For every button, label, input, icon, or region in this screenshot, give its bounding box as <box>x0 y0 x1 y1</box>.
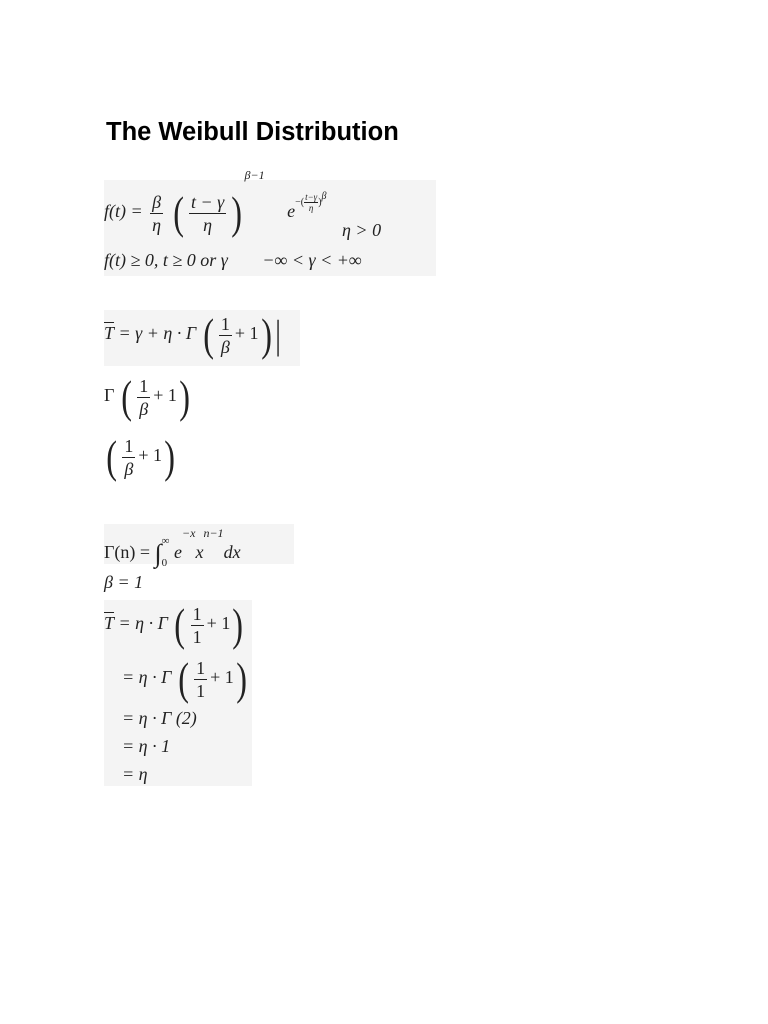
numerator: β <box>152 191 162 212</box>
denominator: η <box>308 203 314 214</box>
denominator: 1 <box>196 680 206 701</box>
one-over-beta <box>219 313 232 358</box>
exp-n-minus-1: n−1 <box>203 526 224 540</box>
plus-one: + 1 <box>210 667 234 688</box>
left-paren: ( <box>178 653 189 704</box>
left-paren: ( <box>172 187 184 238</box>
gamma-term <box>104 371 192 422</box>
t-gamma-over-eta <box>189 191 226 236</box>
plus-one: + 1 <box>206 613 231 634</box>
truncated-paren: | <box>275 312 281 357</box>
numerator: 1 <box>124 435 134 456</box>
integral-limits <box>162 530 170 574</box>
integral-sign: ∫ <box>154 539 162 568</box>
support-condition <box>104 250 362 271</box>
exp-term <box>295 191 327 214</box>
one-over-one <box>194 657 207 702</box>
dx: dx <box>223 542 241 563</box>
exponent-beta-minus-1: β−1 <box>244 168 265 182</box>
exp-prefix: −( <box>295 197 305 209</box>
integrand-x: x <box>195 542 204 563</box>
right-paren: ) <box>231 187 243 238</box>
right-paren: ) <box>232 599 244 650</box>
mean-rhs: = γ + η · Γ <box>118 323 197 344</box>
derivation-line-4: = η · 1 <box>122 736 171 756</box>
numerator: t − γ <box>190 191 225 212</box>
derivation-line-2 <box>122 653 249 704</box>
denominator: β <box>139 398 149 419</box>
line1-rhs: = η · Γ <box>118 613 168 634</box>
numerator: 1 <box>196 657 206 678</box>
right-paren: ) <box>164 431 176 482</box>
denominator: η <box>152 214 162 235</box>
numerator: 1 <box>220 313 230 334</box>
beta-equals-one: β = 1 <box>104 572 144 592</box>
right-paren: ) <box>236 653 247 704</box>
lower-limit: 0 <box>161 557 168 569</box>
derivation-line-1 <box>104 599 246 650</box>
right-paren: ) <box>179 371 190 422</box>
plus-one: + 1 <box>234 323 259 344</box>
pdf-lhs: f(t) = <box>104 201 143 222</box>
numerator: 1 <box>192 603 202 624</box>
gamma-range: −∞ < γ < +∞ <box>262 250 362 270</box>
left-paren: ( <box>106 431 118 482</box>
one-over-beta <box>137 375 150 420</box>
exp-beta: β <box>321 191 327 203</box>
denominator: β <box>124 458 134 479</box>
exp-close: ) <box>318 197 322 209</box>
numerator: t−γ <box>305 192 318 203</box>
gamma-symbol: Γ <box>104 385 115 406</box>
exp-fraction <box>304 192 318 213</box>
plus-one: + 1 <box>138 445 162 466</box>
left-paren: ( <box>202 309 214 360</box>
one-over-one <box>191 603 204 648</box>
upper-limit: ∞ <box>161 535 170 547</box>
one-over-beta <box>122 435 135 480</box>
denominator: 1 <box>192 626 202 647</box>
beta-over-eta <box>150 191 163 236</box>
integrand-e: e <box>174 542 183 563</box>
derivation-line-5: = η <box>122 764 148 784</box>
denominator: η <box>203 214 213 235</box>
plus-one: + 1 <box>153 385 177 406</box>
exp-minus-x: −x <box>182 526 196 540</box>
page-title: The Weibull Distribution <box>106 118 399 146</box>
line2-rhs: = η · Γ <box>122 667 172 688</box>
derivation-line-3: = η · Γ (2) <box>122 708 197 728</box>
mean-equation <box>104 309 282 360</box>
eta-condition: η > 0 <box>342 220 382 240</box>
denominator: β <box>220 336 230 357</box>
euler-e: e <box>287 201 296 222</box>
mean-symbol: $\overline{T}$ <box>104 323 115 344</box>
gamma-def-lhs: Γ(n) = <box>104 542 151 563</box>
right-paren: ) <box>260 309 272 360</box>
numerator: 1 <box>139 375 149 396</box>
gamma-definition <box>104 526 241 576</box>
mean-symbol: $\overline{T}$ <box>104 613 115 634</box>
paren-term <box>104 431 177 482</box>
left-paren: ( <box>121 371 132 422</box>
left-paren: ( <box>174 599 186 650</box>
support-text: f(t) ≥ 0, t ≥ 0 or γ <box>104 250 228 270</box>
